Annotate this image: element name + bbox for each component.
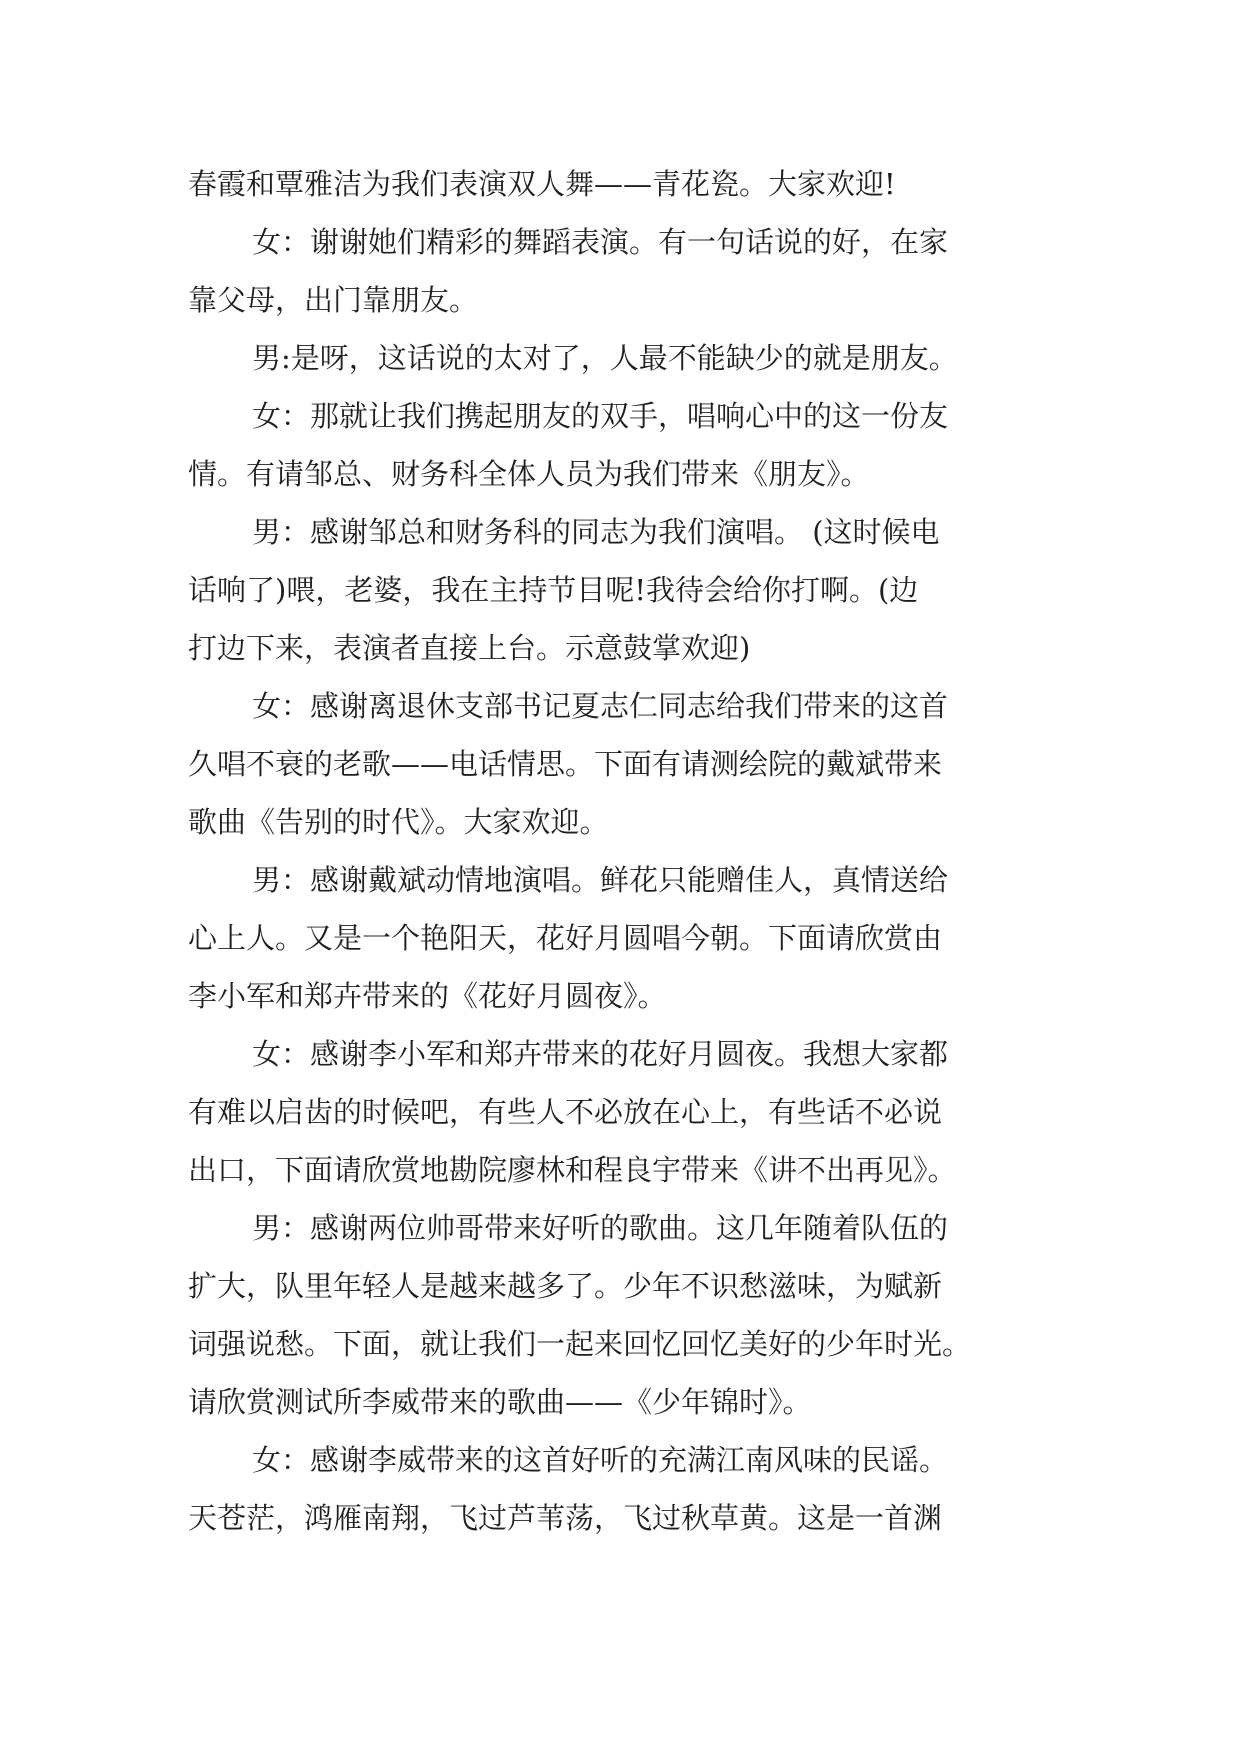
text-line: 有难以启齿的时候吧，有些人不必放在心上，有些话不必说 [188,1095,943,1129]
text-line: 李小军和郑卉带来的《花好月圆夜》。 [188,979,667,1013]
text-line: 心上人。又是一个艳阳天，花好月圆唱今朝。下面请欣赏由 [188,921,943,955]
text-line: 女：感谢离退休支部书记夏志仁同志给我们带来的这首 [252,689,949,723]
text-line: 歌曲《告别的时代》。大家欢迎。 [188,805,609,839]
text-line: 久唱不衰的老歌——电话情思。下面有请测绘院的戴斌带来 [188,747,943,781]
text-line: 请欣赏测试所李威带来的歌曲——《少年锦时》。 [188,1385,812,1419]
text-line: 打边下来，表演者直接上台。示意鼓掌欢迎) [188,631,751,665]
text-line: 男:是呀，这话说的太对了，人最不能缺少的就是朋友。 [252,341,958,375]
text-line: 词强说愁。下面，就让我们一起来回忆回忆美好的少年时光。 [188,1327,972,1361]
text-line: 男：感谢两位帅哥带来好听的歌曲。这几年随着队伍的 [252,1211,949,1245]
text-line: 男：感谢邹总和财务科的同志为我们演唱。 (这时候电 [252,515,940,549]
text-line: 天苍茫，鸿雁南翔，飞过芦苇荡，飞过秋草黄。这是一首渊 [188,1501,943,1535]
text-line: 男：感谢戴斌动情地演唱。鲜花只能赠佳人，真情送给 [252,863,949,897]
text-line: 话响了)喂，老婆，我在主持节目呢!我待会给你打啊。(边 [188,573,919,607]
text-line: 出口，下面请欣赏地勘院廖林和程良宇带来《讲不出再见》。 [188,1153,957,1187]
text-line: 情。有请邹总、财务科全体人员为我们带来《朋友》。 [188,457,870,491]
text-line: 女：感谢李威带来的这首好听的充满江南风味的民谣。 [252,1443,949,1477]
text-line: 女：谢谢她们精彩的舞蹈表演。有一句话说的好，在家 [252,225,949,259]
text-line: 女：感谢李小军和郑卉带来的花好月圆夜。我想大家都 [252,1037,949,1071]
text-line: 女：那就让我们携起朋友的双手，唱响心中的这一份友 [252,399,949,433]
document-body [188,155,1058,1547]
text-line: 春霞和覃雅洁为我们表演双人舞——青花瓷。大家欢迎! [188,167,896,201]
text-line: 扩大，队里年轻人是越来越多了。少年不识愁滋味，为赋新 [188,1269,943,1303]
text-line: 靠父母，出门靠朋友。 [188,283,479,317]
